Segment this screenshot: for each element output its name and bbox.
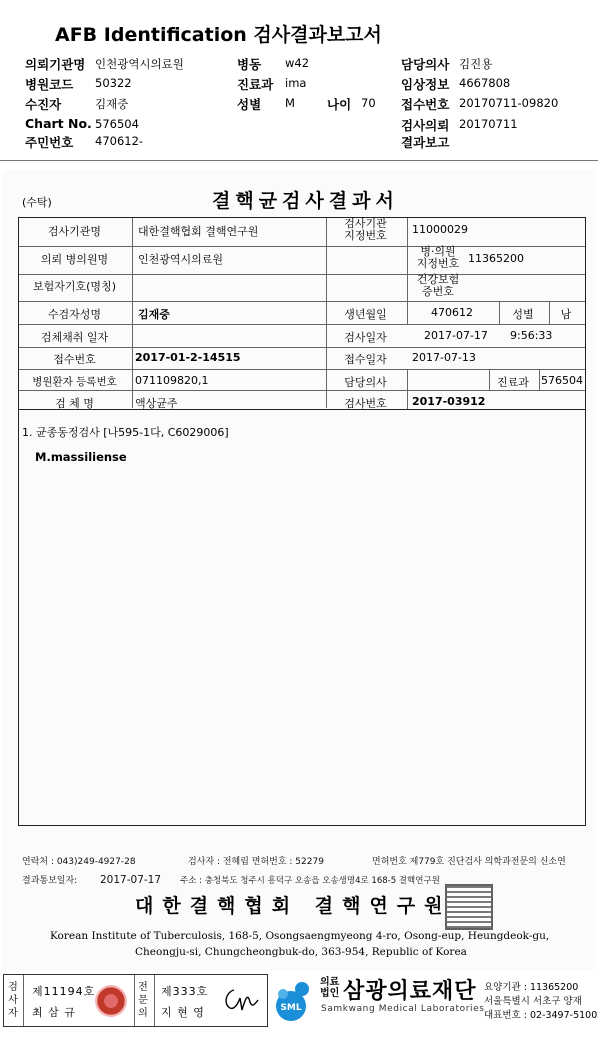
institute-seal: [445, 884, 493, 930]
age-value: 70: [361, 96, 376, 110]
specialist-license: 제333호: [161, 985, 209, 998]
chart-value: 576504: [95, 117, 139, 131]
institute-address-en-1: Korean Institute of Tuberculosis, 168-5, Osongsaengmyeong 4-ro, Osong-eup, Heungdeok-gu,: [50, 930, 550, 942]
report-date-value: 2017-07-17: [100, 874, 162, 886]
lab-id-label: 검사기관 지정번호: [344, 217, 387, 242]
patient-name-label: 수검자성명: [47, 308, 102, 321]
request-hospital-value: 인천광역시의료원: [138, 253, 224, 266]
request-id-value: 11365200: [468, 252, 524, 265]
svg-text:SML: SML: [280, 1003, 302, 1013]
patient-label: 수진자: [25, 97, 62, 112]
receipt-label: 접수번호: [401, 97, 450, 112]
request-value: 20170711: [459, 117, 518, 131]
specimen-value: 액상균주: [135, 397, 178, 410]
sml-logo-icon: [272, 980, 314, 1022]
receipt-no-label: 접수번호: [53, 353, 96, 366]
rrn-label: 주민번호: [25, 135, 74, 150]
institute-name-ko: 대한결핵협회 결핵연구원: [135, 895, 452, 917]
result-area: [18, 409, 586, 826]
attending-doctor-label: 담당의사: [344, 376, 387, 389]
birth-value: 470612: [431, 306, 473, 319]
request-id-label: 병·의원 지정번호: [416, 245, 460, 270]
ward-label: 병동: [237, 57, 262, 72]
receipt-date-value: 2017-07-13: [412, 351, 476, 364]
hospital-code-label: 병원코드: [25, 77, 74, 92]
examiner-name: 최 삼 규: [32, 1006, 76, 1019]
age-label: 나이: [327, 97, 352, 112]
address-text: 주소 : 충청북도 청주시 흥덕구 오송읍 오송생명4로 168-5 결핵연구원: [180, 876, 440, 886]
brand-name-en: Samkwang Medical Laboratories: [321, 1004, 485, 1014]
examiner-license: 제11194호: [32, 985, 96, 998]
report-label: 결과보고: [401, 135, 450, 150]
sex-label: 성별: [237, 97, 262, 112]
patient-name-value: 김재중: [138, 308, 170, 321]
sex-value: M: [285, 96, 295, 110]
ward-value: w42: [285, 56, 310, 70]
organism-result: M.massiliense: [35, 450, 127, 464]
contact-text: 연락처 : 043)249-4927-28: [22, 857, 136, 867]
header-divider: [0, 160, 598, 161]
clinical-label: 임상정보: [401, 77, 450, 92]
license-text: 면허번호 제779호 진단검사 의학과전문의 신소연: [372, 857, 566, 867]
request-label: 검사의뢰: [401, 118, 450, 133]
brand-name: 삼광의료재단: [343, 979, 477, 1004]
corp-label: 의료 법인: [320, 977, 340, 999]
page-title: AFB Identification 검사결과보고서: [55, 24, 382, 46]
examiner-vertical-label: 검 사 자: [8, 982, 18, 1019]
receipt-no-value: 2017-01-2-14515: [135, 351, 241, 364]
report-date-label: 결과통보일자:: [22, 876, 78, 886]
test-heading: 1. 균종동정검사 [나595-1다, C6029006]: [22, 426, 229, 439]
brand-address-text: 서울특별시 서초구 양재: [484, 996, 582, 1007]
specialist-vertical-label: 전 문 의: [138, 982, 148, 1019]
dept-label: 진료과: [237, 77, 274, 92]
clinical-value: 4667808: [459, 76, 511, 90]
lab-code-text: 요양기관 : 11365200: [484, 982, 579, 993]
registration-value: 071109820,1: [135, 374, 209, 387]
patient-sex-value: 남: [560, 308, 572, 321]
phone-text: 대표번호 : 02-3497-5100: [484, 1010, 598, 1021]
specialist-name: 지 현 영: [161, 1006, 205, 1019]
test-date-value: 2017-07-17: [424, 329, 488, 342]
test-no-label: 검사번호: [344, 397, 387, 410]
registration-label: 병원환자 등록번호: [32, 376, 117, 388]
test-no-value: 2017-03912: [412, 395, 486, 408]
hospital-code-value: 50322: [95, 76, 132, 90]
patient-sex-label: 성별: [512, 308, 534, 321]
department-value: 576504: [541, 374, 583, 387]
lab-name-value: 대한결핵협회 결핵연구원: [138, 225, 259, 238]
institute-address-en-2: Cheongju-si, Chungcheongbuk-do, 363-954, Republic of Korea: [135, 946, 467, 958]
examiner-text: 검사자 : 전혜림 면허번호 : 52279: [188, 857, 324, 867]
hospital-label: 의뢰기관명: [25, 57, 86, 72]
collection-date-label: 검체채취 일자: [40, 331, 109, 344]
doctor-label: 담당의사: [401, 57, 450, 72]
doctor-value: 김진용: [459, 57, 493, 71]
birth-label: 생년월일: [344, 308, 387, 321]
receipt-value: 20170711-09820: [459, 96, 559, 110]
department-label: 진료과: [497, 376, 529, 389]
rrn-value: 470612-: [95, 134, 144, 148]
insurer-label: 보험자기호(명칭): [33, 280, 116, 293]
received-tag: (수탁): [22, 196, 52, 209]
report-title: 결핵균검사결과서: [212, 190, 399, 212]
hospital-value: 인천광역시의료원: [95, 57, 184, 71]
lab-id-value: 11000029: [412, 223, 468, 236]
dept-value: ima: [285, 76, 307, 90]
health-card-label: 건강보험 증번호: [416, 273, 460, 298]
specimen-label: 검 체 명: [55, 397, 94, 410]
specialist-signature: [220, 984, 260, 1014]
examiner-seal: [95, 985, 127, 1017]
patient-value: 김재중: [95, 97, 129, 111]
receipt-date-label: 접수일자: [344, 353, 387, 366]
lab-name-label: 검사기관명: [47, 225, 102, 238]
test-time-value: 9:56:33: [510, 329, 553, 342]
chart-label: Chart No.: [25, 116, 92, 131]
test-date-label: 검사일자: [344, 331, 387, 344]
request-hospital-label: 의뢰 병의원명: [40, 253, 109, 266]
